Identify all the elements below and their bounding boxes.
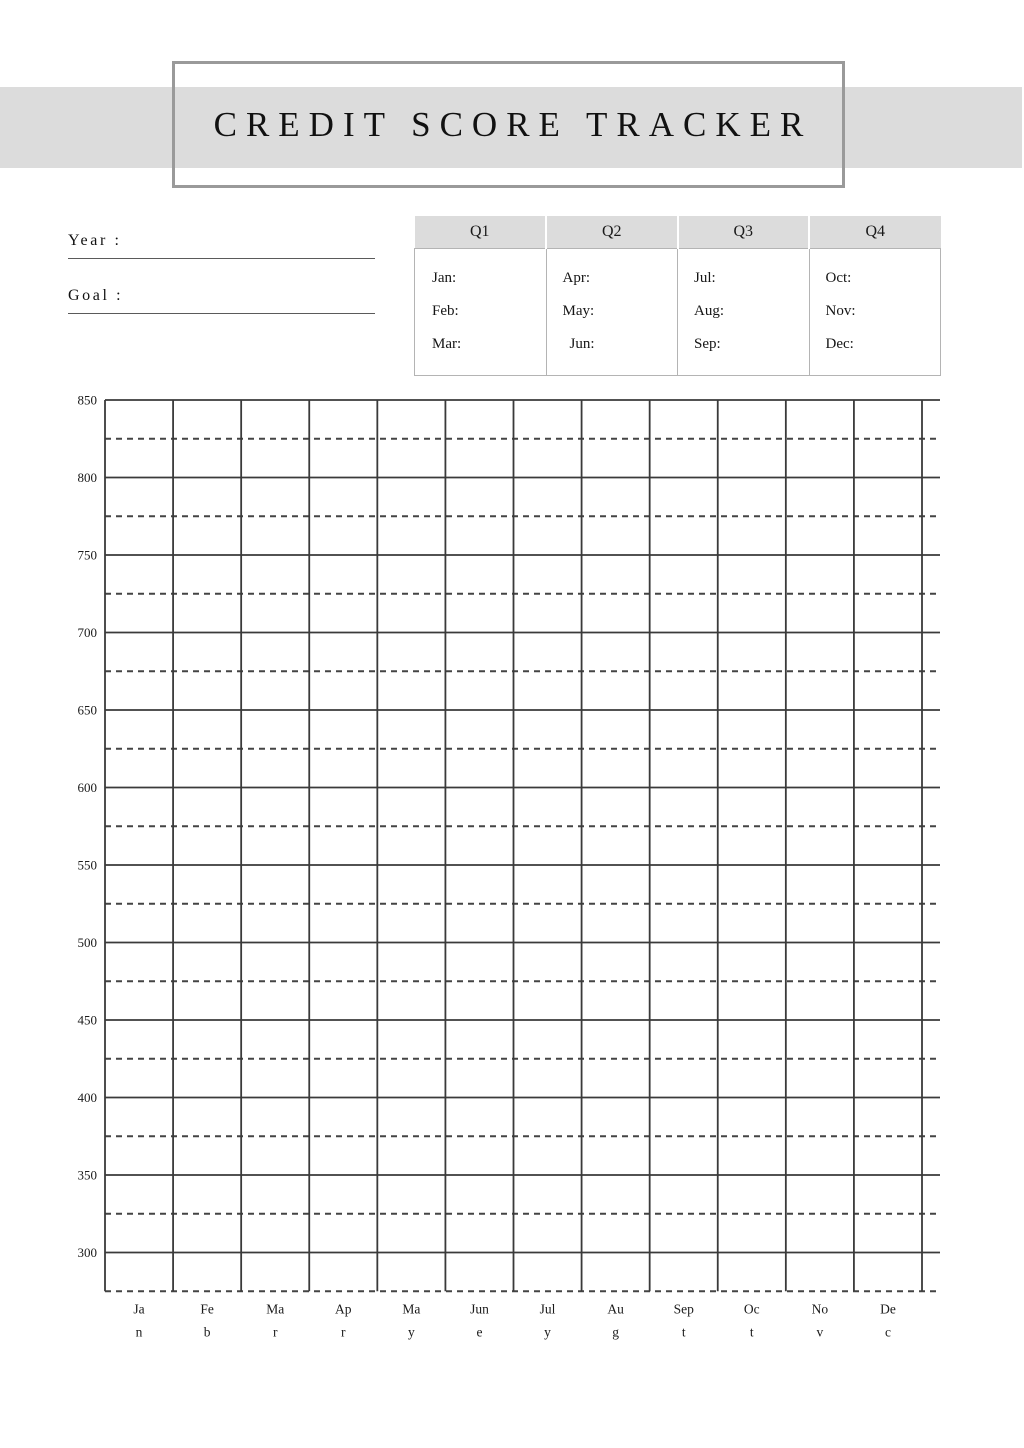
y-tick-label-750: 750 <box>77 547 97 563</box>
goal-field-row <box>68 287 378 314</box>
y-tick-label-700: 700 <box>77 625 97 640</box>
y-tick-label-650: 650 <box>77 702 97 718</box>
page-title: CREDIT SCORE TRACKER <box>213 104 813 144</box>
quarter-cell-q1[interactable] <box>415 249 547 376</box>
y-axis-labels <box>78 393 98 1261</box>
month-entry-apr: Apr: <box>562 270 590 286</box>
month-entry-jun: Jun: <box>569 336 595 352</box>
x-tick-label-february-line2: b <box>203 1324 211 1340</box>
x-tick-label-november-line2: v <box>816 1324 824 1340</box>
x-tick-label-september-line2: t <box>681 1324 686 1340</box>
quarter-cell-q3[interactable] <box>678 249 810 376</box>
y-tick-label-500: 500 <box>77 935 97 950</box>
major-gridlines <box>105 400 940 1253</box>
x-tick-label-march-line2: r <box>272 1324 278 1340</box>
x-tick-label-january-line2: n <box>135 1324 143 1340</box>
quarter-header-q4: Q4 <box>809 216 941 249</box>
quarter-header-q2: Q2 <box>546 216 678 249</box>
x-tick-label-october-line1: Oc <box>743 1301 760 1317</box>
y-tick-label-550: 550 <box>77 857 97 873</box>
x-tick-label-july-line2: y <box>544 1324 551 1340</box>
y-tick-label-350: 350 <box>77 1167 97 1183</box>
x-tick-label-september-line1: Sep <box>673 1301 694 1317</box>
quarter-cell-q2[interactable] <box>546 249 678 376</box>
quarter-header-q3: Q3 <box>678 216 810 249</box>
month-entry-sep: Sep: <box>694 336 721 352</box>
y-tick-label-400: 400 <box>77 1090 97 1105</box>
quarter-header-q1: Q1 <box>415 216 547 249</box>
x-tick-label-august-line2: g <box>612 1324 619 1340</box>
y-tick-label-300: 300 <box>77 1245 97 1260</box>
month-entry-jan: Jan: <box>432 270 457 286</box>
x-tick-label-april-line2: r <box>341 1324 346 1340</box>
minor-gridlines <box>105 439 940 1292</box>
year-label: Year : <box>68 232 122 249</box>
vertical-gridlines <box>105 400 922 1291</box>
x-tick-label-february-line1: Fe <box>200 1301 214 1317</box>
month-entry-nov: Nov: <box>825 303 856 319</box>
month-entry-aug: Aug: <box>694 303 724 319</box>
x-tick-label-august-line1: Au <box>607 1301 624 1317</box>
title-frame <box>172 61 845 188</box>
goal-label: Goal : <box>68 287 124 304</box>
x-tick-label-january-line1: Ja <box>133 1301 145 1317</box>
x-tick-label-may-line1: Ma <box>402 1301 421 1317</box>
month-entry-dec: Dec: <box>825 336 854 352</box>
month-entry-oct: Oct: <box>825 270 852 286</box>
x-tick-label-july-line1: Jul <box>539 1301 556 1317</box>
quarter-cell-q4[interactable] <box>809 249 941 376</box>
x-tick-label-may-line2: y <box>408 1324 415 1340</box>
x-tick-label-december-line2: c <box>884 1324 891 1340</box>
x-tick-label-october-line2: t <box>749 1324 754 1340</box>
y-tick-label-450: 450 <box>77 1012 97 1028</box>
month-entry-jul: Jul: <box>694 270 716 286</box>
x-tick-label-june-line2: e <box>476 1324 483 1340</box>
year-field-row <box>68 232 378 259</box>
x-tick-label-april-line1: Ap <box>335 1301 352 1317</box>
x-axis-labels <box>133 1301 895 1339</box>
x-tick-label-december-line1: De <box>880 1301 896 1317</box>
x-tick-label-november-line1: No <box>811 1301 829 1317</box>
x-tick-label-june-line1: Jun <box>470 1301 489 1317</box>
x-tick-label-march-line1: Ma <box>266 1301 285 1317</box>
year-input-rule[interactable] <box>68 258 375 259</box>
quarters-body-row <box>415 249 941 376</box>
header <box>0 0 1024 200</box>
month-entry-may: May: <box>562 303 595 319</box>
meta-fields <box>68 232 378 342</box>
month-entry-feb: Feb: <box>432 303 459 319</box>
quarters-table <box>414 216 941 376</box>
y-tick-label-850: 850 <box>77 392 97 408</box>
month-entry-mar: Mar: <box>432 336 462 352</box>
y-tick-label-600: 600 <box>77 780 97 795</box>
quarters-header-row <box>415 216 941 249</box>
goal-input-rule[interactable] <box>68 313 375 314</box>
y-tick-label-800: 800 <box>77 470 97 485</box>
